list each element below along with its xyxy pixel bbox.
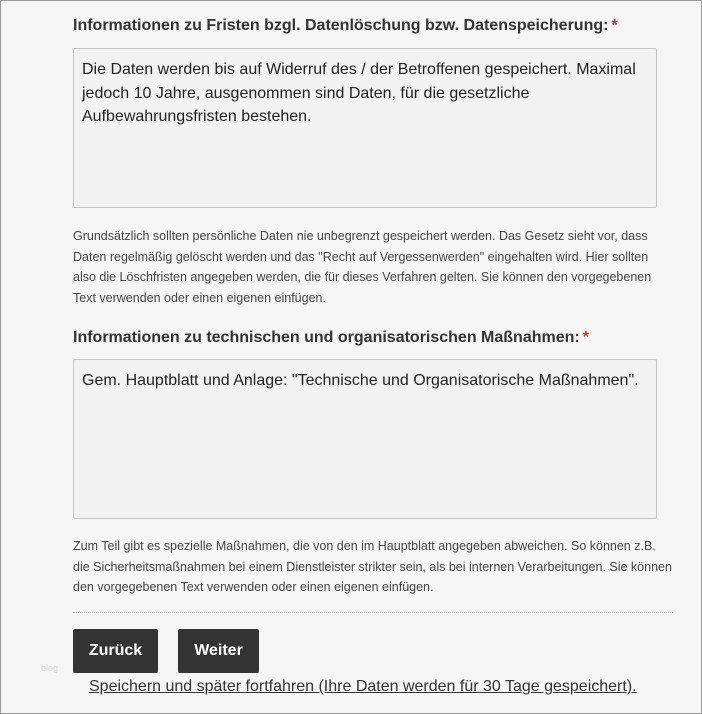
next-button[interactable]: Weiter xyxy=(178,629,259,673)
technical-measures-textarea[interactable]: Gem. Hauptblatt und Anlage: "Technische und Organisatorische Maßnahmen". xyxy=(73,359,657,519)
watermark: blog xyxy=(41,663,59,673)
technical-measures-help-text: Zum Teil gibt es spezielle Maßnahmen, die von den im Hauptblatt angegeben abweichen. So können z.B. die Sicherheitsmaßnahmen bei einem Dienstleister strikter sein, als bei internen Verarbeitungen. Sie können den vorgegebenen Text verwenden oder einen eigenen einfügen. xyxy=(73,539,672,595)
back-button[interactable]: Zurück xyxy=(73,629,158,673)
required-marker: * xyxy=(611,17,618,34)
deletion-periods-label xyxy=(73,17,618,35)
save-and-continue-later-link[interactable]: Speichern und später fortfahren (Ihre Daten werden für 30 Tage gespeichert). xyxy=(89,678,637,695)
required-marker: * xyxy=(582,329,589,346)
deletion-periods-label-text: Informationen zu Fristen bzgl. Datenlöschung bzw. Datenspeicherung: xyxy=(73,17,609,34)
technical-measures-label xyxy=(73,329,589,347)
deletion-periods-textarea[interactable]: Die Daten werden bis auf Widerruf des / der Betroffenen gespeichert. Maximal jedoch 10 Jahre, ausgenommen sind Daten, für die gesetzliche Aufbewahrungsfristen bestehen. xyxy=(73,48,657,208)
technical-measures-label-text: Informationen zu technischen und organisatorischen Maßnahmen: xyxy=(73,329,580,346)
deletion-periods-help-text: Grundsätzlich sollten persönliche Daten nie unbegrenzt gespeichert werden. Das Gesetz sieht vor, dass Daten regelmäßig gelöscht werden und das "Recht auf Vergessenwerden" eingehalten wird. Hier sollten also die Löschfristen angegeben werden, die für dieses Verfahren gelten. Sie können den vorgegebenen Text verwenden oder einen eigenen einfügen. xyxy=(73,229,652,306)
divider xyxy=(73,612,673,613)
